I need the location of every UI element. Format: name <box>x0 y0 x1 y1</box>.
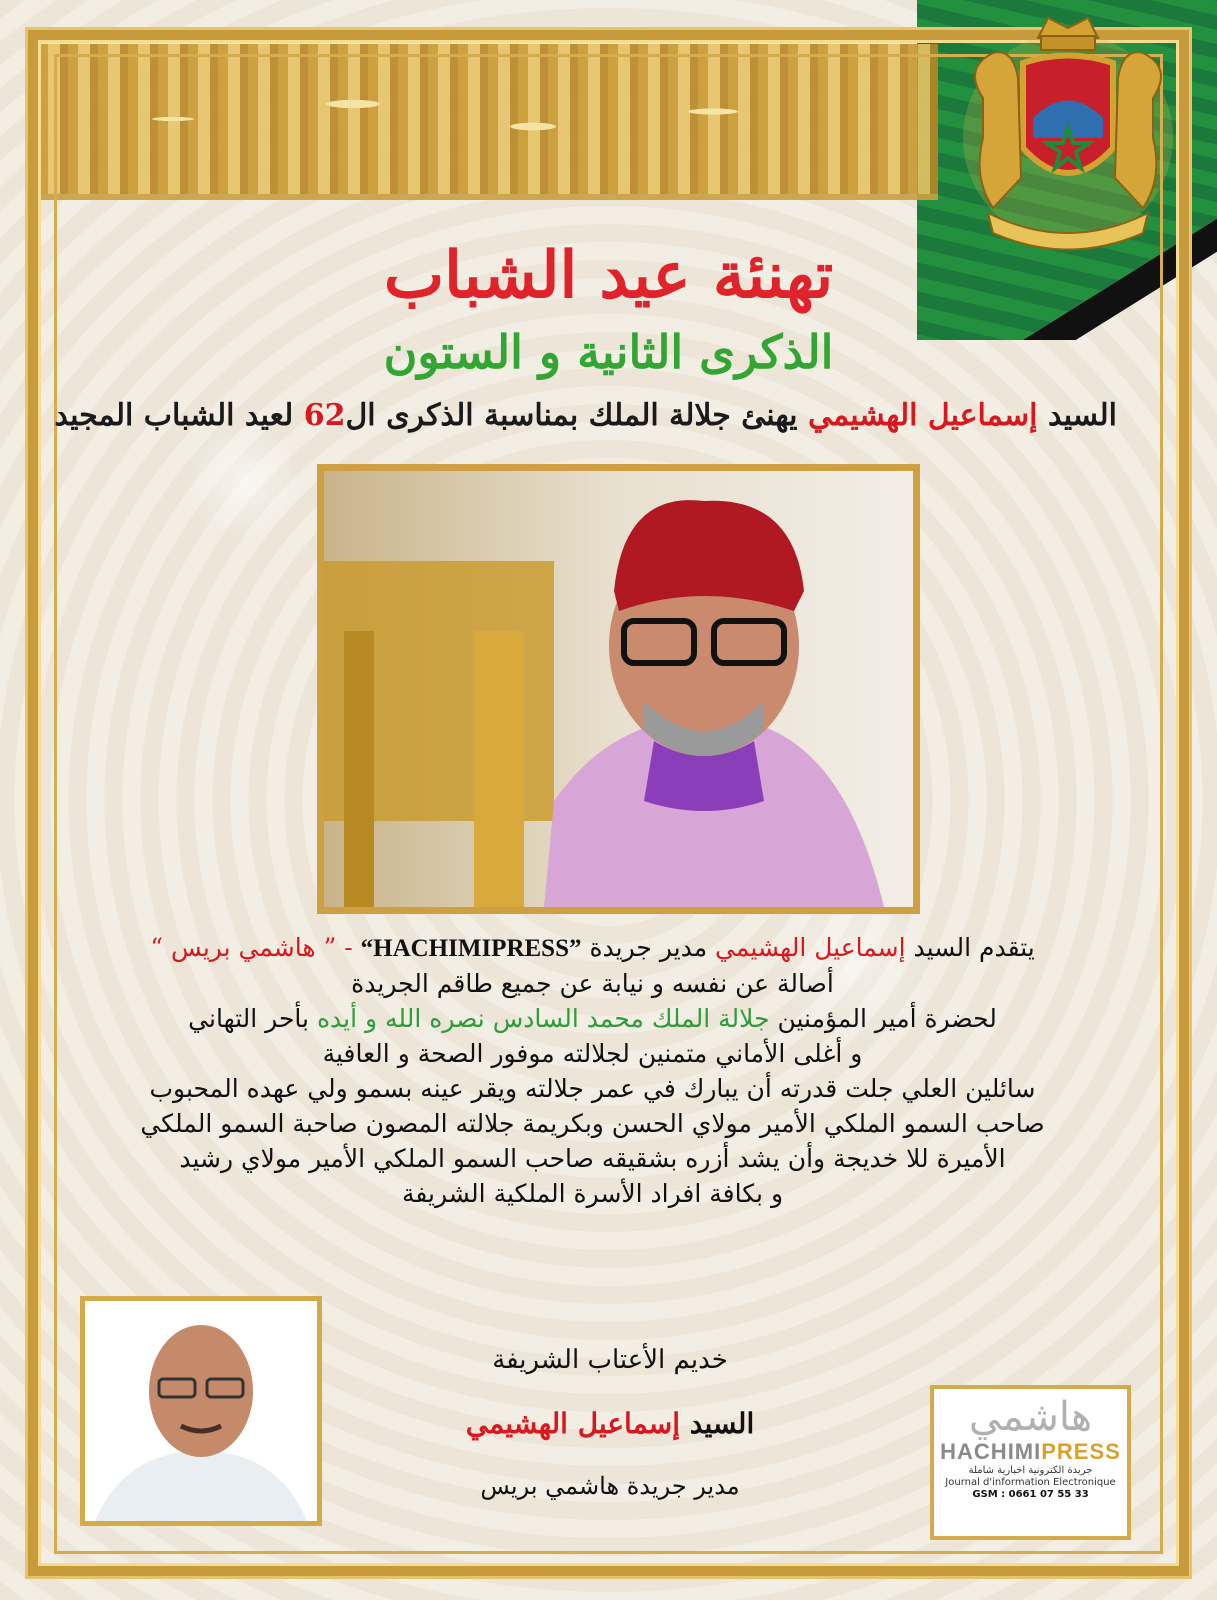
signature-title: خديم الأعتاب الشريفة <box>492 1345 728 1375</box>
message-line-3 <box>120 1001 1065 1036</box>
logo-word-part2: PRESS <box>1041 1439 1121 1464</box>
logo-word-part1: HACHIMI <box>940 1439 1042 1464</box>
sender-portrait-illustration <box>85 1301 317 1521</box>
logo-mark: هاشمي <box>968 1394 1093 1440</box>
king-photo-illustration <box>324 471 913 907</box>
line3-prefix: لحضرة أمير المؤمنين <box>777 1004 997 1033</box>
coat-of-arms-emblem <box>943 8 1193 258</box>
signature-name-line <box>390 1407 830 1440</box>
logo-tagline-ar: جريدة الكترونية اخبارية شاملة <box>968 1465 1093 1476</box>
line1-dash: - <box>344 933 353 962</box>
logo-tagline-fr: Journal d'information Electronique <box>945 1477 1116 1488</box>
line1-mid: مدير جريدة <box>589 933 708 962</box>
main-title: تهنئة عيد الشباب <box>383 238 834 313</box>
line1-arabic-brand: ” هاشمي بريس “ <box>150 933 337 962</box>
announce-suffix: لعيد الشباب المجيد <box>54 398 294 433</box>
signature-prefix: السيد <box>689 1407 755 1440</box>
message-line-4: و أغلى الأماني متمنين لجلالته موفور الصحة و العافية <box>322 1039 863 1068</box>
signature-name: إسماعيل الهشيمي <box>465 1407 681 1440</box>
announce-name: إسماعيل الهشيمي <box>807 398 1038 433</box>
subtitle: الذكرى الثانية و الستون <box>383 325 834 379</box>
announce-number: 62 <box>303 398 346 433</box>
message-line-8: و بكافة افراد الأسرة الملكية الشريفة <box>401 1179 784 1208</box>
announce-prefix: السيد <box>1047 398 1117 433</box>
hachimipress-logo <box>930 1385 1131 1540</box>
message-line-6: صاحب السمو الملكي الأمير مولاي الحسن وبكريمة جلالته المصون صاحبة السمو الملكي <box>140 1109 1045 1138</box>
line1-latin-brand: “HACHIMIPRESS” <box>360 935 582 962</box>
message-line-5: سائلين العلي جلت قدرته أن يبارك في عمر جلالته ويقر عينه بسمو ولي عهده المحبوب <box>149 1074 1036 1103</box>
message-line-7: الأميرة للا خديجة وأن يشد أزره بشقيقه صاحب السمو الملكي الأمير مولاي رشيد <box>179 1144 1006 1173</box>
sender-portrait <box>80 1296 322 1526</box>
message-line-2: أصالة عن نفسه و نيابة عن جميع طاقم الجريدة <box>351 969 834 998</box>
announcement-line <box>54 398 1117 433</box>
logo-gsm: GSM : 0661 07 55 33 <box>972 1489 1089 1500</box>
line3-suffix: بأحر التهاني <box>188 1004 309 1033</box>
signature-block <box>390 1345 830 1500</box>
message-line-1 <box>120 930 1065 966</box>
line1-prefix: يتقدم السيد <box>913 933 1035 962</box>
signature-role: مدير جريدة هاشمي بريس <box>480 1472 740 1500</box>
king-photo <box>317 464 920 914</box>
line1-name: إسماعيل الهشيمي <box>715 933 906 962</box>
logo-wordmark <box>934 1439 1127 1465</box>
message-body <box>120 930 1065 1211</box>
line3-name: جلالة الملك محمد السادس نصره الله و أيده <box>316 1004 770 1033</box>
announce-middle: يهنئ جلالة الملك بمناسبة الذكرى ال <box>345 398 798 433</box>
